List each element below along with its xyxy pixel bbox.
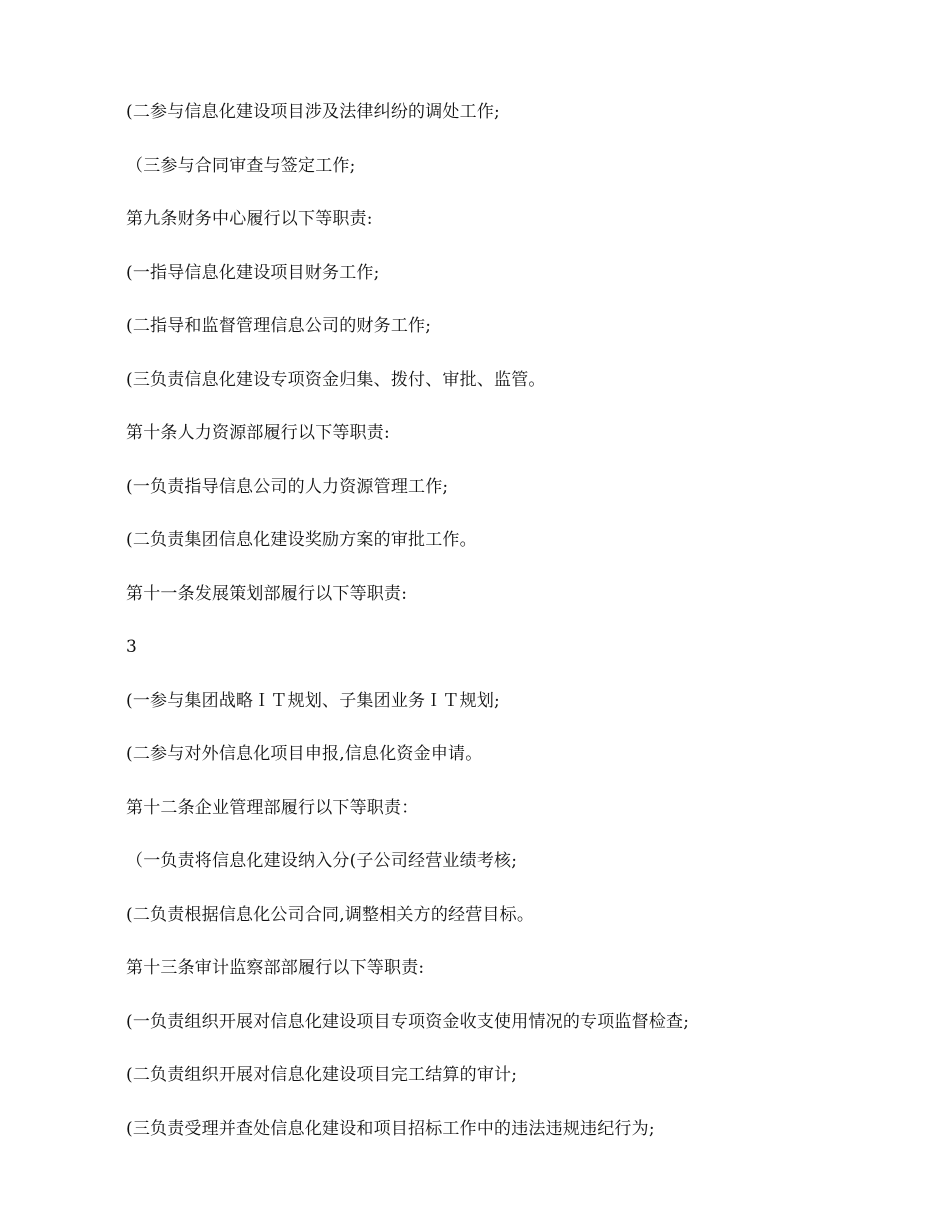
paragraph-line: (一负责组织开展对信息化建设项目专项资金收支使用情况的专项监督检查; [126, 1011, 690, 1032]
article-heading: 第十三条审计监察部部履行以下等职责: [126, 958, 425, 978]
article-heading: 第九条财务中心履行以下等职责: [126, 209, 373, 229]
paragraph-line: (二参与信息化建设项目涉及法律纠纷的调处工作; [126, 102, 500, 122]
paragraph-line: (二指导和监督管理信息公司的财务工作; [126, 316, 432, 336]
article-heading: 第十一条发展策划部履行以下等职责: [126, 583, 408, 604]
paragraph-line: (一参与集团战略ＩＴ规划、子集团业务ＩＴ规划; [126, 690, 500, 711]
paragraph-line: (二负责根据信息化公司合同,调整相关方的经营目标。 [126, 904, 535, 925]
paragraph-line: (三负责受理并查处信息化建设和项目招标工作中的违法违规违纪行为; [126, 1118, 655, 1139]
article-heading: 第十条人力资源部履行以下等职责: [126, 423, 390, 443]
article-heading: 第十二条企业管理部履行以下等职责： [126, 797, 419, 818]
paragraph-line: （三参与合同审查与签定工作; [126, 155, 356, 176]
paragraph-line: (二参与对外信息化项目申报,信息化资金申请。 [126, 744, 483, 764]
paragraph-line: (二负责组织开展对信息化建设项目完工结算的审计; [126, 1065, 518, 1085]
paragraph-line: (二负责集团信息化建设奖励方案的审批工作。 [126, 530, 477, 550]
paragraph-line: （一负责将信息化建设纳入分(子公司经营业绩考核; [126, 851, 518, 871]
page-number: 3 [126, 637, 138, 657]
document-body [126, 98, 906, 1168]
paragraph-line: (三负责信息化建设专项资金归集、拨付、审批、监管。 [126, 369, 546, 390]
paragraph-line: (一负责指导信息公司的人力资源管理工作; [126, 476, 449, 497]
paragraph-line: (一指导信息化建设项目财务工作; [126, 262, 380, 283]
